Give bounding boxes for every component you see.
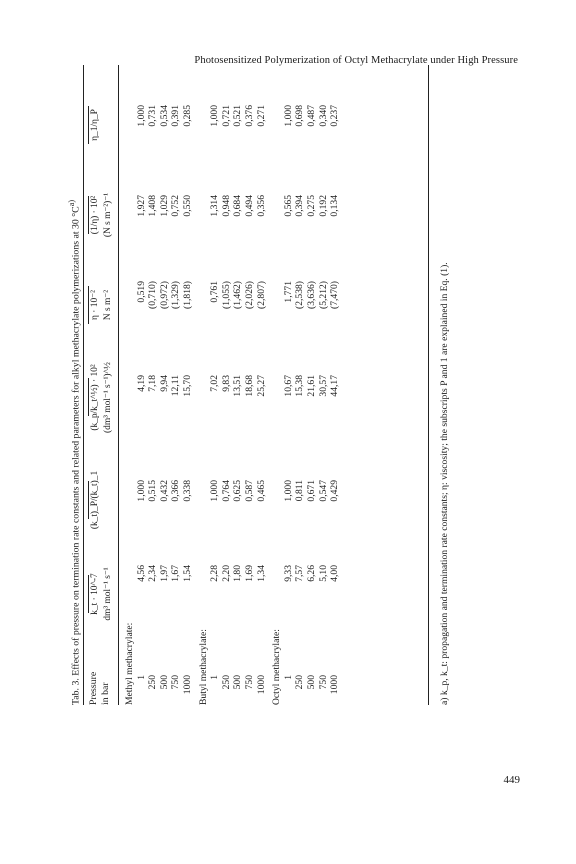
table-cell-kp: 4,19	[135, 375, 147, 392]
table-top-rule	[83, 65, 84, 705]
table-cell-kp: 30,57	[317, 375, 329, 397]
table-cell-ratio: 0,671	[306, 480, 317, 502]
col-header-eta-ratio-line1: η_1/η_P	[90, 109, 100, 141]
table-cell-eta: (1,818)	[182, 281, 193, 309]
running-header: Photosensitized Polymerization of Octyl Methacrylate under High Pressure	[194, 55, 518, 66]
table-cell-ratio: 1,000	[135, 480, 147, 502]
table-cell-ratio: 0,764	[220, 480, 232, 502]
table-cell-kp: 21,61	[306, 375, 317, 397]
table-cell-kp: 10,67	[282, 375, 294, 397]
table-cell-kp: 9,83	[220, 375, 232, 392]
table-cell-eta: (1,055)	[220, 281, 232, 309]
table-cell-eta: (2,026)	[244, 281, 255, 309]
col-header-pressure-line1: Pressure	[88, 671, 99, 705]
table-cell-inv: 1,927	[135, 195, 147, 217]
col-header-kt-line2: dm³ mol⁻¹ s⁻¹	[103, 567, 114, 621]
table-cell-ratio: 0,366	[170, 480, 182, 502]
table-cell-kt: 1,69	[244, 565, 255, 582]
table-cell-er: 0,698	[294, 105, 306, 127]
col-header-inv-eta	[88, 170, 114, 260]
col-header-pressure	[88, 672, 112, 705]
table-cell-kt: 6,26	[306, 565, 317, 582]
table-cell-inv: 1,408	[147, 195, 159, 217]
col-header-inv-eta-line1: (1/η) · 10²	[90, 195, 100, 235]
table-cell-er: 1,000	[282, 105, 294, 127]
table-cell-p: 250	[294, 675, 306, 690]
table-cell-kt: 2,28	[209, 565, 221, 582]
table-cell-p: 1000	[182, 675, 193, 695]
col-header-kp-line2: (dm³ mol⁻¹ s⁻¹)^½	[103, 362, 114, 433]
table-cell-ratio: 1,000	[209, 480, 221, 502]
table-cell-inv: 1,314	[209, 195, 221, 217]
table-cell-inv: 0,394	[294, 195, 306, 217]
col-header-kt-line1: k_t · 10^-7	[90, 573, 100, 615]
table-cell-er: 0,534	[158, 105, 170, 127]
table-cell-inv: 0,494	[244, 195, 255, 217]
table-cell-inv: 0,275	[306, 195, 317, 217]
table-cell-p: 250	[147, 675, 159, 690]
table-caption	[68, 65, 81, 705]
col-header-ratio-line1: (k_t)_P/(k_t)_1	[90, 470, 100, 530]
table-bottom-rule	[428, 65, 429, 705]
table-cell-kt: 7,57	[294, 565, 306, 582]
table-cell-ratio: 0,587	[244, 480, 255, 502]
table-cell-er: 0,731	[147, 105, 159, 127]
table-cell-kt: 9,33	[282, 565, 294, 582]
table-cell-eta: 0,519	[135, 281, 147, 303]
table-cell-kp: 13,51	[232, 375, 244, 397]
table-cell-eta: (0,710)	[147, 281, 159, 309]
table-cell-eta: (1,329)	[170, 281, 182, 309]
table-cell-ratio: 0,465	[255, 480, 267, 502]
col-header-ratio	[88, 455, 100, 545]
col-header-eta-line1: η · 10⁻²	[90, 290, 100, 320]
table-cell-eta: (3,636)	[306, 281, 317, 309]
table-cell-kp: 12,11	[170, 375, 182, 397]
col-header-kp	[88, 345, 114, 450]
table-cell-kt: 1,34	[255, 565, 267, 582]
table-cell-kt: 2,34	[147, 565, 159, 582]
table-cell-kp: 7,02	[209, 375, 221, 392]
table-cell-kt: 5,10	[317, 565, 329, 582]
table-cell-ratio: 0,432	[158, 480, 170, 502]
table-cell-er: 0,521	[232, 105, 244, 127]
table-cell-inv: 0,948	[220, 195, 232, 217]
table-cell-inv: 1,029	[158, 195, 170, 217]
table-cell-ratio: 1,000	[282, 480, 294, 502]
table-cell-eta: (0,972)	[158, 281, 170, 309]
table-cell-eta: (1,462)	[232, 281, 244, 309]
table-cell-er: 1,000	[135, 105, 147, 127]
table-cell-p: 500	[158, 675, 170, 690]
page-number: 449	[503, 774, 520, 786]
table-cell-ratio: 0,515	[147, 480, 159, 502]
table-cell-er: 0,487	[306, 105, 317, 127]
table-cell-inv: 0,752	[170, 195, 182, 217]
table-cell-kt: 2,20	[220, 565, 232, 582]
table-cell-p: 750	[170, 675, 182, 690]
table-cell-kt: 1,54	[182, 565, 193, 582]
table-cell-eta: 0,761	[209, 281, 221, 303]
table-cell-kp: 15,38	[294, 375, 306, 397]
table-cell-p: 250	[220, 675, 232, 690]
col-header-eta-ratio	[88, 90, 100, 160]
table-cell-kp: 44,17	[329, 375, 341, 397]
table-cell-inv: 0,550	[182, 195, 193, 217]
group-title: Octyl methacrylate:	[271, 629, 283, 705]
table-cell-er: 1,000	[209, 105, 221, 127]
table-cell-kp: 15,70	[182, 375, 193, 397]
table-cell-kt: 1,80	[232, 565, 244, 582]
col-header-eta-line2: N s m⁻²	[103, 289, 114, 321]
col-header-pressure-line2: in bar	[100, 682, 112, 705]
table-cell-eta: (2,538)	[294, 281, 306, 309]
table-cell-ratio: 0,625	[232, 480, 244, 502]
table-cell-kt: 4,56	[135, 565, 147, 582]
table-cell-eta: 1,771	[282, 281, 294, 303]
col-header-eta	[88, 265, 114, 345]
group-title: Methyl methacrylate:	[124, 622, 135, 705]
table-cell-kt: 1,67	[170, 565, 182, 582]
table-cell-inv: 0,356	[255, 195, 267, 217]
table-cell-inv: 0,684	[232, 195, 244, 217]
table-cell-er: 0,340	[317, 105, 329, 127]
table-cell-kp: 25,27	[255, 375, 267, 397]
table-cell-p: 750	[244, 675, 255, 690]
col-header-kt	[88, 549, 114, 639]
table-cell-ratio: 0,429	[329, 480, 341, 502]
table-cell-er: 0,376	[244, 105, 255, 127]
table-cell-inv: 0,134	[329, 195, 341, 217]
col-header-inv-eta-line2: (N s m⁻²)⁻¹	[103, 192, 114, 238]
table-cell-inv: 0,565	[282, 195, 294, 217]
rotated-table-block	[68, 65, 463, 705]
table-cell-er: 0,237	[329, 105, 341, 127]
table-cell-kt: 4,00	[329, 565, 341, 582]
table-cell-kp: 18,68	[244, 375, 255, 397]
table-cell-ratio: 0,811	[294, 480, 306, 502]
table-footnote: a) k_p, k_t: propagation and termination rate constants; η: viscosity; the subscripts P and 1 are explained in Eq. (1).	[439, 262, 450, 705]
table-cell-ratio: 0,338	[182, 480, 193, 502]
table-cell-p: 1000	[329, 675, 341, 695]
table-cell-p: 1000	[255, 675, 267, 695]
group-title: Butyl methacrylate:	[197, 629, 209, 705]
table-cell-kp: 9,94	[158, 375, 170, 392]
table-cell-p: 500	[306, 675, 317, 690]
table-cell-p: 500	[232, 675, 244, 690]
table-cell-eta: (5,212)	[317, 281, 329, 309]
table-cell-p: 1	[209, 675, 221, 680]
table-cell-p: 1	[135, 675, 147, 680]
table-cell-inv: 0,192	[317, 195, 329, 217]
table-cell-kp: 7,18	[147, 375, 159, 392]
table-cell-er: 0,285	[182, 105, 193, 127]
table-cell-ratio: 0,547	[317, 480, 329, 502]
table-cell-p: 1	[282, 675, 294, 680]
table-cell-er: 0,391	[170, 105, 182, 127]
table-cell-er: 0,271	[255, 105, 267, 127]
table-cell-eta: (7,470)	[329, 281, 341, 309]
table-header-rule	[118, 65, 119, 705]
col-header-kp-line1: (k_p/k_t^½) · 10²	[90, 364, 100, 431]
table-cell-p: 750	[317, 675, 329, 690]
table-caption-text: Tab. 3. Effects of pressure on termination rate constants and related parameters for alkyl methacrylate polymerizations at 30 °C	[70, 206, 82, 705]
table-cell-eta: (2,807)	[255, 281, 267, 309]
table-cell-er: 0,721	[220, 105, 232, 127]
table-cell-kt: 1,97	[158, 565, 170, 582]
table-caption-note: a)	[67, 199, 76, 207]
